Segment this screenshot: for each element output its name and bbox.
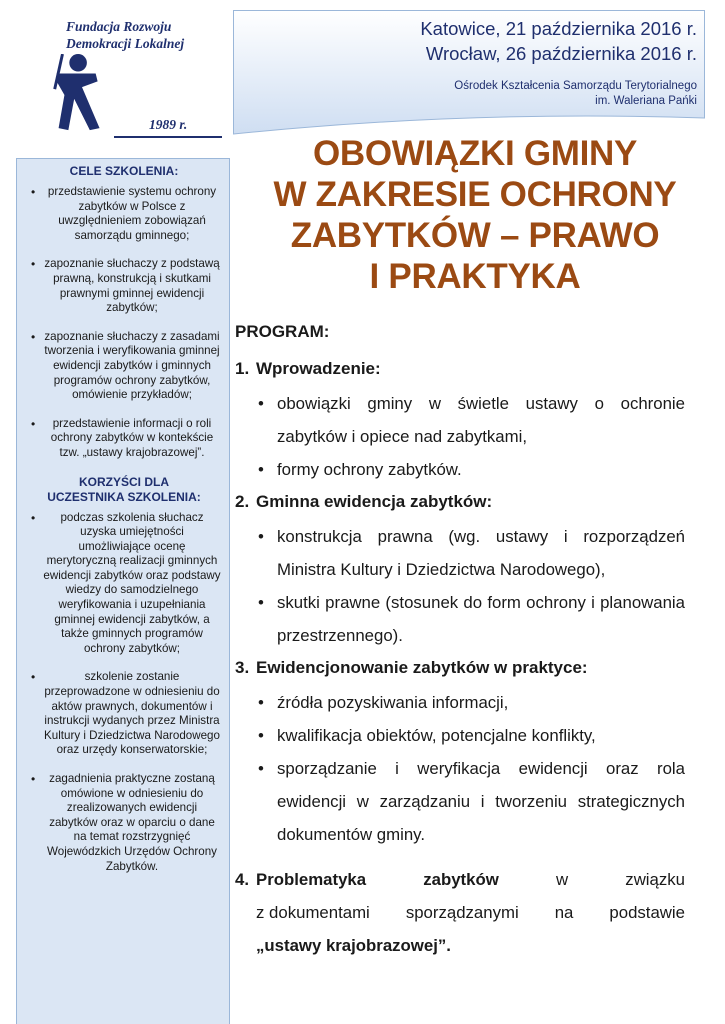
event-header [233,10,705,136]
bullet-icon: • [258,593,264,612]
title-line: ZABYTKÓW – PRAWO [290,216,660,255]
title-line: I PRAKTYKA [369,257,581,296]
bullet-icon: • [31,510,36,525]
logo-divider [114,136,222,138]
section-items [235,520,685,652]
logo-name [66,18,184,52]
event-date-wroclaw: Wrocław, 26 października 2016 r. [425,43,697,64]
page-title [240,133,710,297]
list-item: • obowiązki gminy w świetle ustawy o ochronie zabytków i opiece nad zabytkami, [255,387,685,453]
list-item: • zapoznanie słuchaczy z zasadami tworzenia i weryfikowania gminnej ewidencji zabytków i gminnych programów ochrony zabytków, omówienie przykładów; [31,329,220,402]
bullet-icon: • [31,329,36,344]
list-item: • konstrukcja prawna (wg. ustawy i rozporządzeń Ministra Kultury i Dziedzictwa Narodowego), [255,520,685,586]
event-date-katowice: Katowice, 21 października 2016 r. [420,18,697,39]
benefits-heading: KORZYŚCI DLA UCZESTNIKA SZKOLENIA: [47,474,201,504]
logo-year: 1989 r. [149,117,188,132]
goals-heading: CELE SZKOLENIA: [69,164,179,178]
section-heading: 1. Wprowadzenie: [235,359,381,378]
list-item: • formy ochrony zabytków. [255,453,685,486]
bullet-icon: • [31,416,36,431]
bullet-icon: • [258,693,264,712]
section-text: „ustawy krajobrazowej”. [256,936,451,955]
title-line: OBOWIĄZKI GMINY [312,134,638,173]
foundation-logo [52,14,222,144]
program-section-2 [235,492,685,652]
bullet-icon: • [31,257,36,272]
list-item: • zapoznanie słuchaczy z podstawą prawną, konstrukcją i skutkami prawnymi gminnej ewidencji zabytków; [31,257,220,315]
program-section-3 [235,658,685,851]
section-heading: 3. Ewidencjonowanie zabytków w praktyce: [235,658,588,677]
logo-name-line2: Demokracji Lokalnej [66,36,185,51]
bullet-icon: • [31,772,36,786]
section-heading: 2. Gminna ewidencja zabytków: [235,492,493,511]
bullet-icon: • [258,759,264,778]
bullet-icon: • [31,670,36,685]
list-item: • podczas szkolenia słuchacz uzyska umiejętności umożliwiające ocenę merytoryczną realizacji gminnych ewidencji zabytków oraz podstawy wiedzy do samodzielnego weryfikowania i uzupełniania gminnej ewidencji zabytków, a także gminnych programów ochrony zabytków; [31,510,221,655]
section-items [235,686,685,851]
title-line: W ZAKRESIE OCHRONY [273,175,677,214]
section-heading: 4. Problematyka zabytków w związku [235,870,685,889]
section-text: z dokumentami sporządzanymi na podstawie [256,903,685,922]
list-item: • sporządzanie i weryfikacja ewidencji oraz rola ewidencji w zarządzaniu i tworzeniu strategicznych dokumentów gminy. [255,752,685,851]
list-item: • przedstawienie informacji o roli ochrony zabytków w kontekście tzw. „ustawy krajobrazowej”. [31,416,214,459]
program-section [235,322,685,962]
bullet-icon: • [258,394,264,413]
list-item: • szkolenie zostanie przeprowadzone w odniesieniu do aktów prawnych, dokumentów i instrukcji wydanych przez Ministra Kultury i Dziedzictwa Narodowego oraz urzędy konserwatorskie; [31,670,220,757]
program-section-4 [235,863,685,962]
program-section-1 [235,359,685,486]
goals-list [27,185,221,461]
bullet-icon: • [258,726,264,745]
program-label: PROGRAM: [235,322,330,341]
bullet-icon: • [258,527,264,546]
list-item: • przedstawienie systemu ochrony zabytków w Polsce z uwzględnieniem zobowiązań samorządu gminnego; [31,185,217,242]
institution-patron: im. Waleriana Pańki [595,95,697,107]
bullet-icon: • [31,185,36,199]
section-items [235,387,685,486]
list-item: • skutki prawne (stosunek do form ochrony i planowania przestrzennego). [255,586,685,652]
logo-name-line1: Fundacja Rozwoju [66,19,172,34]
list-item: • kwalifikacja obiektów, potencjalne konflikty, [255,719,685,752]
sidebar-panel [16,158,230,1024]
list-item: • źródła pozyskiwania informacji, [255,686,685,719]
person-figure-icon [52,54,112,134]
institution-name: Ośrodek Kształcenia Samorządu Terytorialnego [454,80,697,92]
list-item: • zagadnienia praktyczne zostaną omówione w odniesieniu do zrealizowanych ewidencji zabytków oraz w oparciu o dane na temat rozstrzygnięć Wojewódzkich Urzędów Ochrony Zabytków. [31,772,217,873]
benefits-list [27,511,221,875]
bullet-icon: • [258,460,264,479]
